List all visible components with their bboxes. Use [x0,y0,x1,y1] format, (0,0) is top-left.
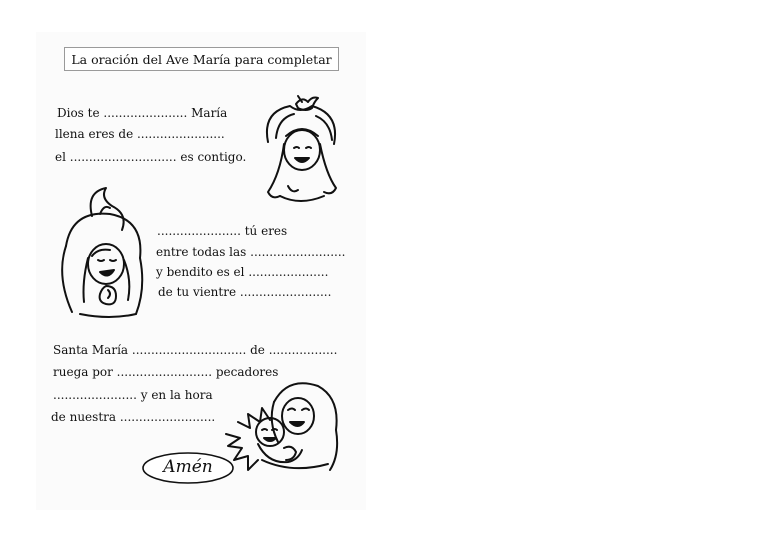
prayer-line: ruega por ......................... pecadores [53,365,279,379]
prayer-line: el ............................ es contigo. [55,150,247,164]
mary-praying-illustration [52,186,152,324]
prayer-line: y bendito es el ..................... [156,265,329,279]
prayer-line: de nuestra ......................... [51,410,216,424]
prayer-line: llena eres de ....................... [55,127,225,141]
prayer-line: ...................... tú eres [157,224,288,238]
prayer-line: entre todas las ......................... [156,245,346,259]
prayer-line: Santa María .............................. de .................. [53,343,338,357]
mary-with-child-illustration [222,378,342,478]
amen-badge [142,452,234,484]
amen-text: Amén [163,457,213,477]
angel-with-dove-illustration [258,92,350,210]
prayer-line: de tu vientre ........................ [158,285,332,299]
page-title: La oración del Ave María para completar [64,47,339,71]
prayer-line: ...................... y en la hora [53,388,213,402]
prayer-line: Dios te ...................... María [57,106,228,120]
